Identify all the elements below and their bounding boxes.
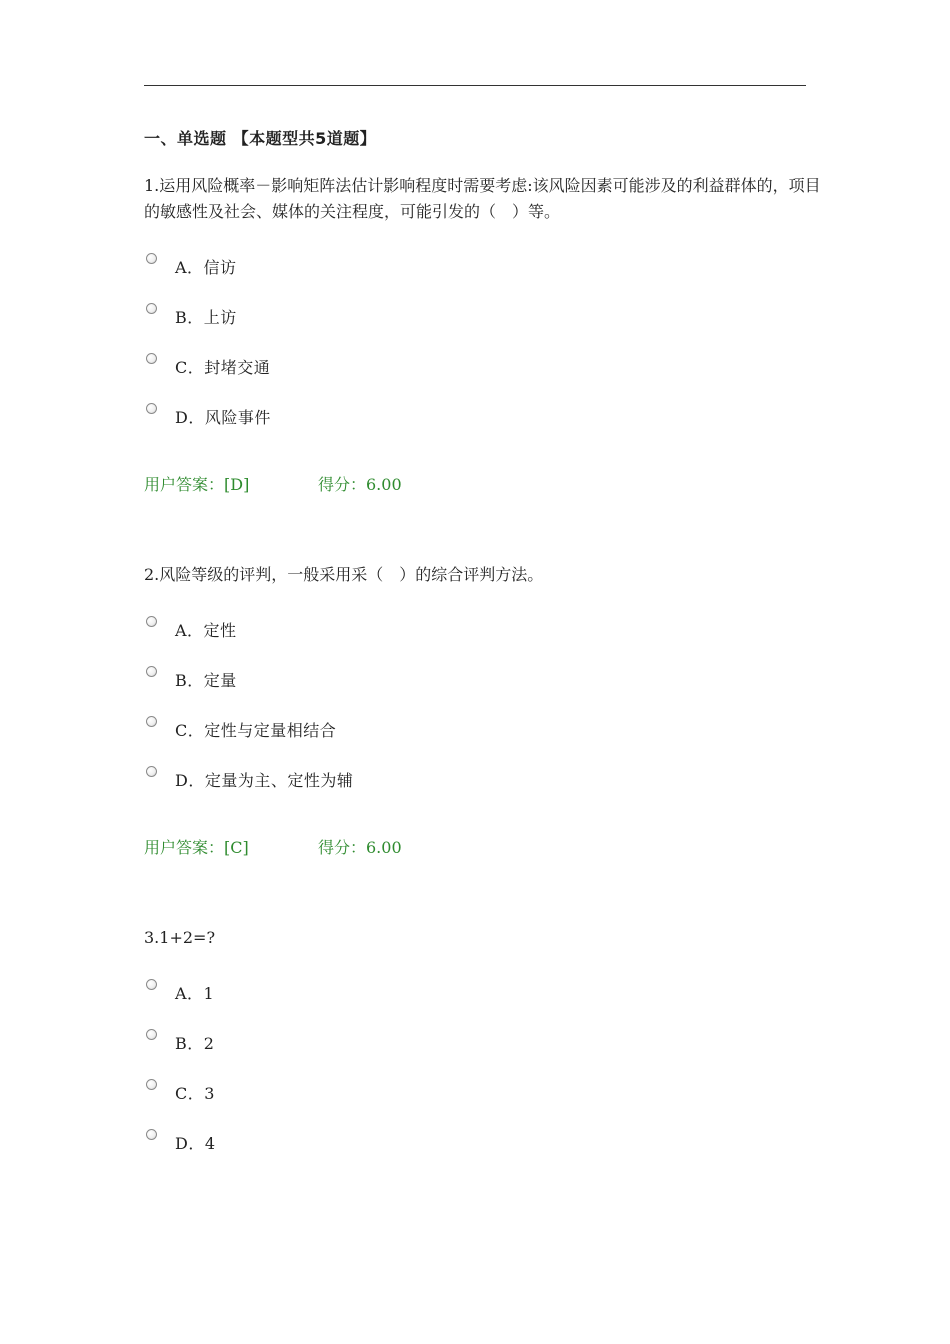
- top-divider: [144, 85, 806, 86]
- radio-button[interactable]: [146, 353, 157, 364]
- option-label: A．1: [175, 984, 215, 1003]
- user-answer-text: 用户答案：[C]: [144, 838, 249, 857]
- score-text: 得分：6.00: [318, 838, 402, 857]
- section-title: 一、单选题 【本题型共5道题】: [144, 129, 377, 148]
- option-label: A．定性: [175, 621, 237, 640]
- option-label: A．信访: [175, 258, 237, 277]
- option-d[interactable]: [144, 403, 824, 453]
- radio-button[interactable]: [146, 979, 157, 990]
- option-a[interactable]: [144, 616, 824, 666]
- option-label: D．定量为主、定性为辅: [175, 771, 354, 790]
- radio-button[interactable]: [146, 303, 157, 314]
- option-d[interactable]: [144, 1129, 824, 1179]
- question-stem: 3.1+2=?: [144, 928, 216, 947]
- radio-button[interactable]: [146, 1029, 157, 1040]
- option-label: C．定性与定量相结合: [175, 721, 337, 740]
- option-label: D．4: [175, 1134, 216, 1153]
- option-b[interactable]: [144, 1029, 824, 1079]
- option-b[interactable]: [144, 303, 824, 353]
- option-list: [144, 979, 824, 1179]
- option-label: B．2: [175, 1034, 215, 1053]
- user-answer: [144, 835, 402, 858]
- question-2: [144, 562, 824, 857]
- option-label: C．3: [175, 1084, 215, 1103]
- question-stem: 1.运用风险概率－影响矩阵法估计影响程度时需要考虑:该风险因素可能涉及的利益群体的，项目的敏感性及社会、媒体的关注程度，可能引发的（ ）等。: [144, 176, 821, 221]
- user-answer: [144, 472, 402, 495]
- option-d[interactable]: [144, 766, 824, 816]
- option-c[interactable]: [144, 716, 824, 766]
- option-a[interactable]: [144, 253, 824, 303]
- option-c[interactable]: [144, 1079, 824, 1129]
- radio-button[interactable]: [146, 616, 157, 627]
- radio-button[interactable]: [146, 716, 157, 727]
- radio-button[interactable]: [146, 403, 157, 414]
- radio-button[interactable]: [146, 253, 157, 264]
- user-answer-text: 用户答案：[D]: [144, 475, 250, 494]
- question-1: [144, 173, 824, 494]
- question-3: [144, 925, 824, 1179]
- option-label: B．定量: [175, 671, 237, 690]
- option-label: B．上访: [175, 308, 237, 327]
- option-label: C．封堵交通: [175, 358, 271, 377]
- option-list: [144, 253, 824, 453]
- radio-button[interactable]: [146, 1129, 157, 1140]
- radio-button[interactable]: [146, 1079, 157, 1090]
- score-text: 得分：6.00: [318, 475, 402, 494]
- radio-button[interactable]: [146, 766, 157, 777]
- option-label: D．风险事件: [175, 408, 271, 427]
- option-c[interactable]: [144, 353, 824, 403]
- option-list: [144, 616, 824, 816]
- option-a[interactable]: [144, 979, 824, 1029]
- option-b[interactable]: [144, 666, 824, 716]
- question-stem: 2.风险等级的评判，一般采用采（ ）的综合评判方法。: [144, 565, 544, 584]
- radio-button[interactable]: [146, 666, 157, 677]
